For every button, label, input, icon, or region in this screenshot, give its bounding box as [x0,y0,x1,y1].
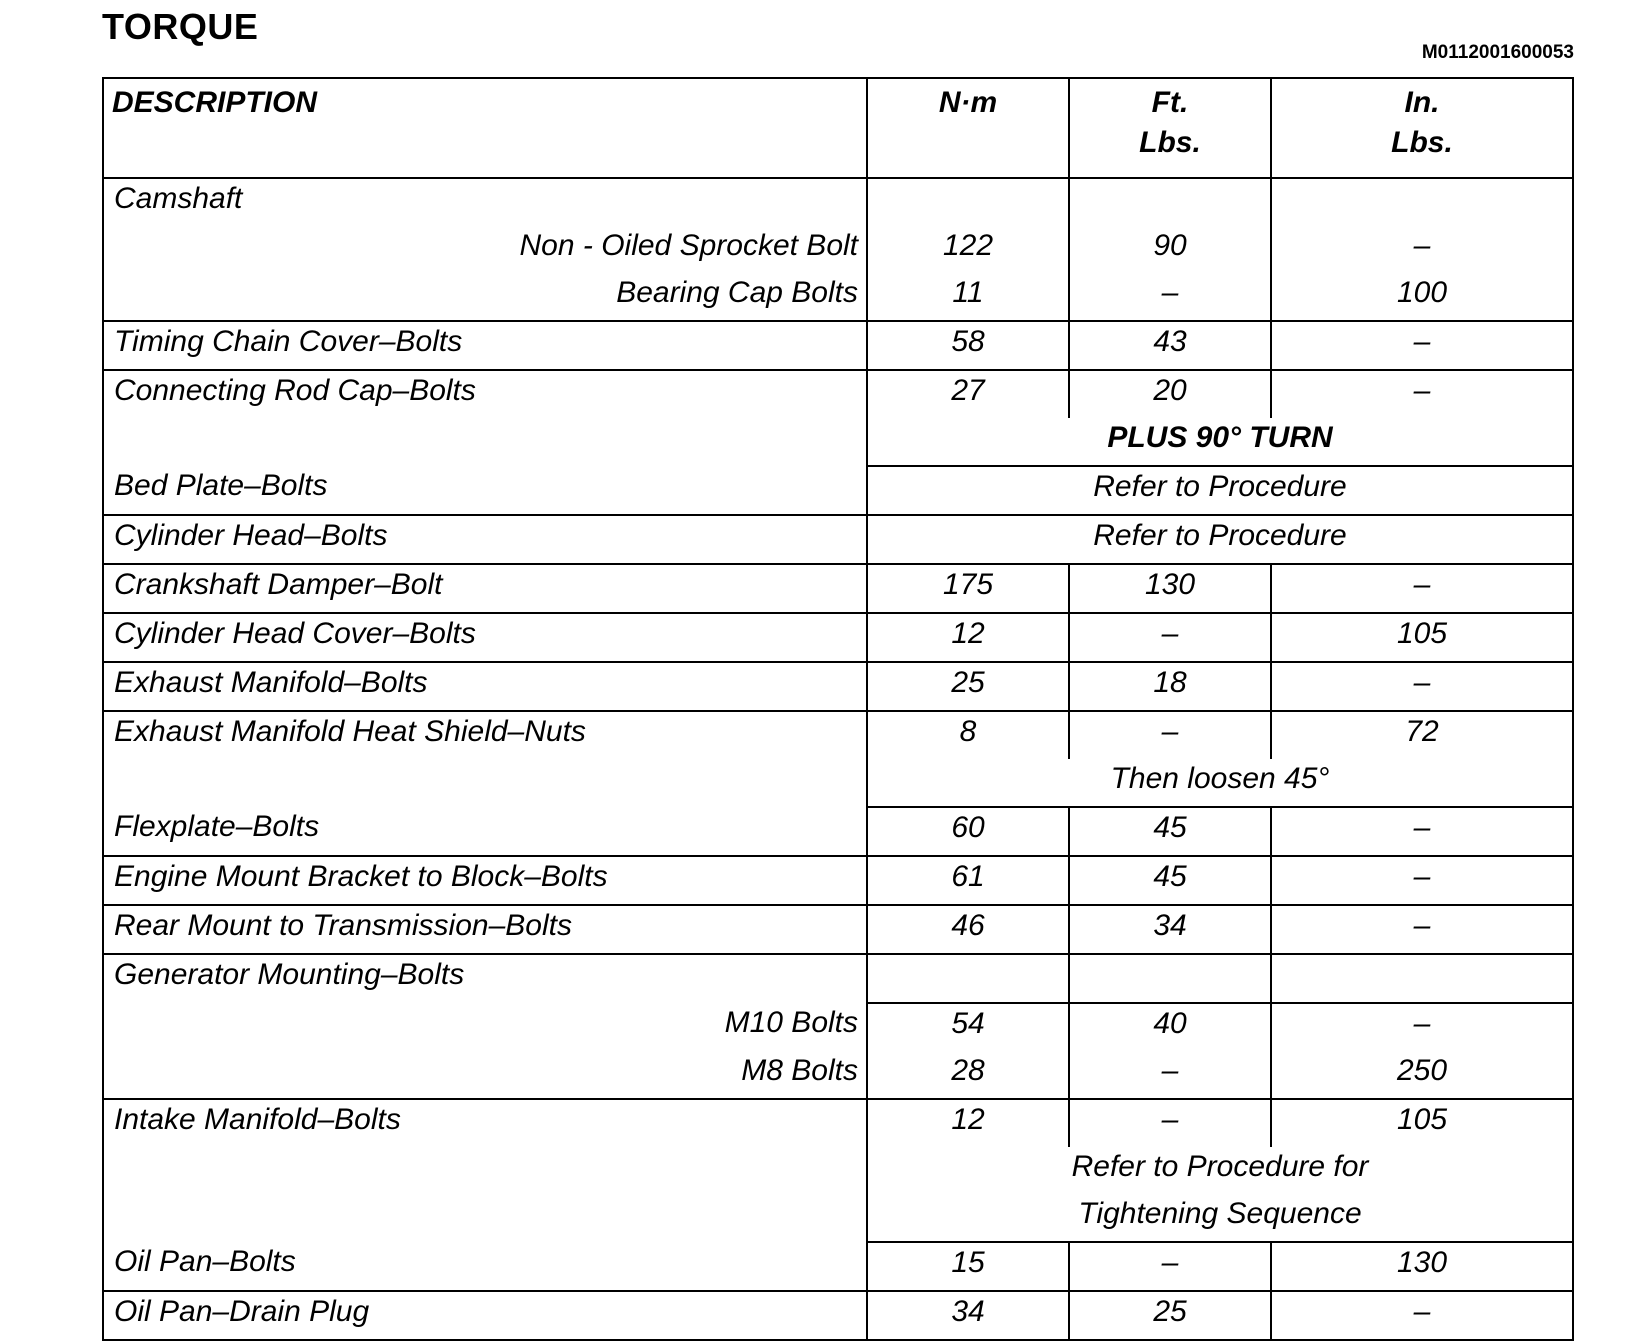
row-label: Engine Mount Bracket to Block–Bolts [103,856,867,905]
row-label: Generator Mounting–Bolts [103,954,867,1003]
table-row [103,1003,1573,1051]
value-nm: 58 [867,321,1069,370]
table-row [103,370,1573,418]
value-in: 250 [1271,1051,1573,1099]
table-row [103,1194,1573,1242]
value-nm: 34 [867,1291,1069,1340]
value-ft: 130 [1069,564,1271,613]
document-id: M0112001600053 [1421,42,1574,63]
table-row [103,515,1573,564]
value-nm: 60 [867,807,1069,856]
torque-note: PLUS 90° TURN [867,418,1573,466]
value-ft: 40 [1069,1003,1271,1051]
torque-note: Then loosen 45° [867,759,1573,807]
value-in: – [1271,807,1573,856]
value-in: 100 [1271,273,1573,321]
value-nm: 175 [867,564,1069,613]
table-row [103,1291,1573,1340]
torque-table [102,77,1574,1341]
value-ft: 43 [1069,321,1271,370]
value-ft: – [1069,711,1271,759]
row-label: Flexplate–Bolts [103,807,867,856]
row-label: Bearing Cap Bolts [103,273,867,321]
header-row [103,78,1573,178]
table-row [103,273,1573,321]
table-row [103,613,1573,662]
table-row [103,1242,1573,1291]
value-ft: 45 [1069,856,1271,905]
torque-note: Refer to Procedure [867,515,1573,564]
page-title: TORQUE [102,6,259,47]
torque-note: Tightening Sequence [867,1194,1573,1242]
table-row [103,807,1573,856]
row-label: Bed Plate–Bolts [103,466,867,515]
value-in: – [1271,370,1573,418]
value-nm: 12 [867,613,1069,662]
value-ft: – [1069,1242,1271,1291]
value-in: – [1271,226,1573,273]
header-description: DESCRIPTION [103,78,867,178]
row-label: Oil Pan–Drain Plug [103,1291,867,1340]
header-ft-lbs: Ft. Lbs. [1069,78,1271,178]
value-ft: 34 [1069,905,1271,954]
value-nm: 54 [867,1003,1069,1051]
value-ft: 25 [1069,1291,1271,1340]
value-in: 105 [1271,613,1573,662]
value-ft: – [1069,273,1271,321]
value-in: – [1271,905,1573,954]
row-label: Timing Chain Cover–Bolts [103,321,867,370]
row-label: Rear Mount to Transmission–Bolts [103,905,867,954]
torque-note: Refer to Procedure for [867,1147,1573,1194]
value-ft: 90 [1069,226,1271,273]
value-nm: 11 [867,273,1069,321]
table-row [103,418,1573,466]
table-row [103,954,1573,1003]
header-in-lbs: In. Lbs. [1271,78,1573,178]
value-nm: 27 [867,370,1069,418]
value-nm: 61 [867,856,1069,905]
row-label: M10 Bolts [103,1003,867,1051]
value-in: 105 [1271,1099,1573,1147]
value-in: 72 [1271,711,1573,759]
value-nm: 12 [867,1099,1069,1147]
value-nm: 25 [867,662,1069,711]
header-nm: N·m [867,78,1069,178]
value-in: – [1271,1291,1573,1340]
table-row [103,321,1573,370]
row-label: Intake Manifold–Bolts [103,1099,867,1147]
value-ft: – [1069,613,1271,662]
table-row [103,711,1573,759]
value-ft: – [1069,1099,1271,1147]
row-label: Non - Oiled Sprocket Bolt [103,226,867,273]
row-label: M8 Bolts [103,1051,867,1099]
table-row [103,662,1573,711]
table-row [103,856,1573,905]
value-nm: 8 [867,711,1069,759]
value-ft: 45 [1069,807,1271,856]
row-label: Cylinder Head–Bolts [103,515,867,564]
value-in: – [1271,856,1573,905]
value-nm: 28 [867,1051,1069,1099]
table-row [103,1147,1573,1194]
value-ft: 20 [1069,370,1271,418]
row-label: Camshaft [103,178,867,226]
value-nm: 122 [867,226,1069,273]
table-row [103,759,1573,807]
table-row [103,466,1573,515]
value-in: – [1271,1003,1573,1051]
value-ft: – [1069,1051,1271,1099]
value-ft: 18 [1069,662,1271,711]
value-nm: 15 [867,1242,1069,1291]
table-row [103,905,1573,954]
table-row [103,1051,1573,1099]
row-label: Exhaust Manifold Heat Shield–Nuts [103,711,867,759]
value-nm: 46 [867,905,1069,954]
value-in: – [1271,662,1573,711]
row-label: Crankshaft Damper–Bolt [103,564,867,613]
row-label: Exhaust Manifold–Bolts [103,662,867,711]
row-label: Connecting Rod Cap–Bolts [103,370,867,418]
row-label: Cylinder Head Cover–Bolts [103,613,867,662]
value-in: – [1271,321,1573,370]
torque-note: Refer to Procedure [867,466,1573,515]
value-in: 130 [1271,1242,1573,1291]
value-in: – [1271,564,1573,613]
row-label: Oil Pan–Bolts [103,1242,867,1291]
table-row [103,178,1573,226]
table-row [103,1099,1573,1147]
table-row [103,226,1573,273]
table-row [103,564,1573,613]
